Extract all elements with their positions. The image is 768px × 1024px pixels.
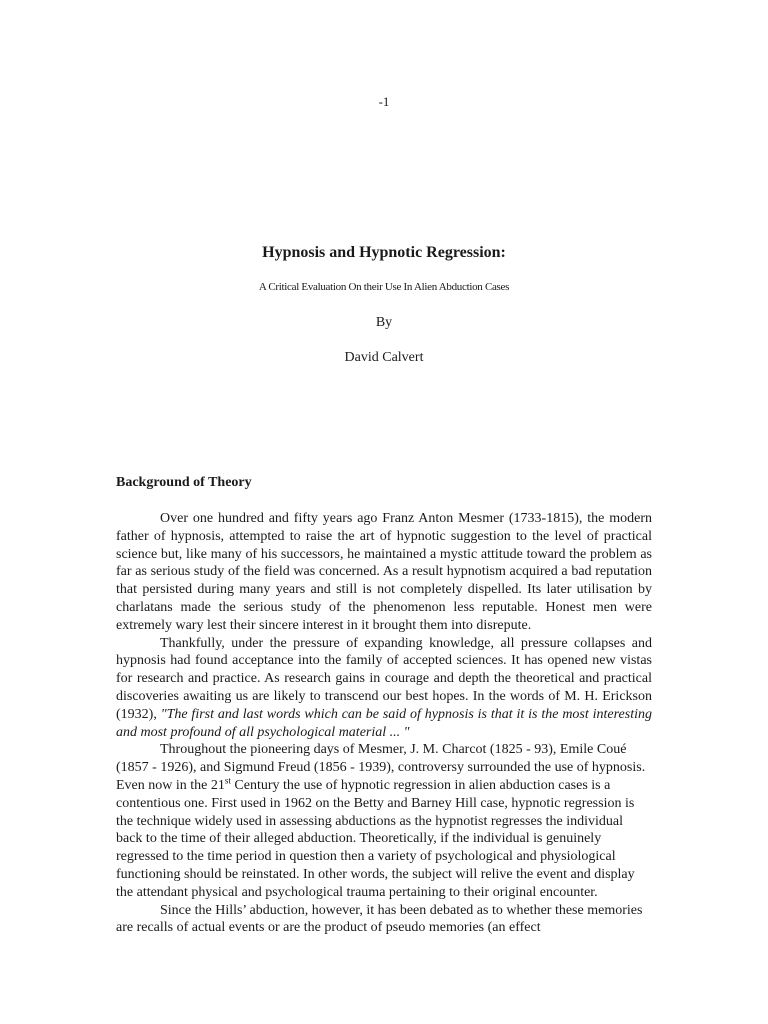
paragraph-3-text-cont: Century the use of hypnotic regression in alien abduction cases is a contentious one. First used in 1962 on the Betty and Barney Hill case, hypnotic regression is the technique widely used in assessing abductions as the hypnotist regresses the individual back to the time of their alleged abduction. Theoretically, if the individual is genuinely regressed to the time period in question then a variety of psychological and physiological functioning should be reinstated. In other words, the subject will relive the event and display the attendant physical and psychological trauma pertaining to their original encounter.	[116, 777, 635, 900]
paragraph-3	[116, 741, 652, 901]
document-title: Hypnosis and Hypnotic Regression:	[262, 244, 506, 261]
paragraph-1-text: Over one hundred and fifty years ago Franz Anton Mesmer (1733-1815), the modern father of hypnosis, attempted to raise the art of hypnotic suggestion to the level of practical science but, like many of his successors, he maintained a mystic attitude toward the problem as far as serious study of the field was concerned. As a result hypnotism acquired a bad reputation that persisted during many years and still is not completely dispelled. Its later utilisation by charlatans made the serious study of the phenomenon less reputable. Honest men were extremely wary lest their sincere interest in it brought them into disrepute.	[116, 511, 652, 633]
paragraph-3-text: Throughout the pioneering days of Mesmer, J. M. Charcot (1825 - 93), Emile Coué (1857 - 1926), and Sigmund Freud (1856 - 1939), controversy surrounded the use of hypnosis. Even now in the 21	[116, 742, 646, 793]
paragraph-2-text: Thankfully, under the pressure of expanding knowledge, all pressure collapses and hypnosis had found acceptance into the family of accepted sciences. It has opened new vistas for research and practice. As research gains in courage and depth the theoretical and practical discoveries awaiting us are likely to transcend our best hopes. In the words of M. H. Erickson (1932),	[116, 635, 652, 722]
paragraph-4-text: Since the Hills’ abduction, however, it has been debated as to whether these memories are recalls of actual events or are the product of pseudo memories (an effect	[116, 902, 643, 936]
section-heading: Background of Theory	[116, 475, 252, 490]
paragraph-4	[116, 902, 652, 938]
erickson-quote: "The first and last words which can be said of hypnosis is that it is the most interesting and most profound of all psychological material ... "	[116, 706, 652, 740]
page-number: -1	[378, 94, 390, 109]
byline-label: By	[375, 315, 393, 330]
paragraph-2	[116, 635, 652, 742]
document-subtitle: A Critical Evaluation On their Use In Alien Abduction Cases	[258, 281, 510, 293]
author-name: David Calvert	[344, 350, 424, 365]
body-text	[116, 510, 652, 937]
paragraph-1	[116, 510, 652, 635]
ordinal-superscript: st	[224, 775, 231, 786]
